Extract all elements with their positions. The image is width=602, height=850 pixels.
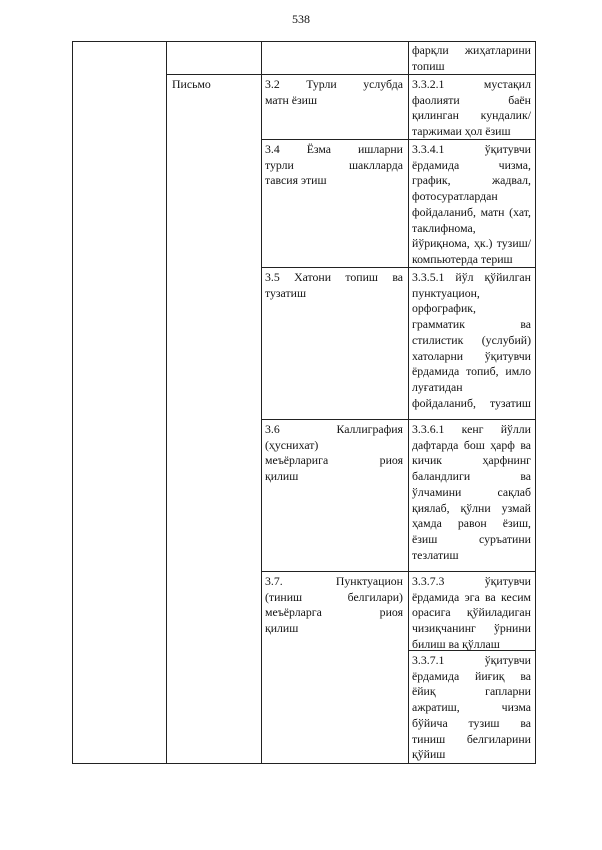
outcome-cell: 3.3.7.1 ўқитувчи ёрдамида йиғиқ ва ёйиқ гапларни ажратиш, чизма бўйича тузиш ва тиниш белгиларини қўйиш (412, 653, 531, 762)
column-divider-2 (261, 41, 262, 764)
skill-cell: 3.5 Хатони топиш ва тузатиш (265, 270, 403, 300)
outcome-cell: фарқли жиҳатларини топиш (412, 43, 531, 73)
column-divider-3 (408, 41, 409, 764)
column-divider-1 (166, 41, 167, 764)
page-number: 538 (292, 12, 310, 26)
outcome-cell: 3.3.6.1 кенг йўлли дафтарда бош ҳарф ва кичик ҳарфнинг баландлиги ва ўлчамини сақлаб қиялаб, қўлни узмай ҳамда равон ёзиш, ёзиш суръатини тезлатиш (412, 422, 531, 562)
row-divider (261, 571, 536, 572)
table-border-right (535, 41, 536, 764)
outcome-cell: 3.3.4.1 ўқитувчи ёрдамида чизма, график, жадвал, фотосуратлардан фойдаланиб, матн (хат, таклифнома, йўриқнома, ҳк.) тузиш/ компьютерда териш (412, 142, 531, 266)
curriculum-table (72, 41, 536, 764)
table-border-top (72, 41, 536, 42)
skill-cell: 3.4 Ёзма ишларни турли шаклларда тавсия этиш (265, 142, 403, 188)
table-border-bottom (72, 763, 536, 764)
outcome-cell: 3.3.2.1 мустақил фаолияти баён қилинган кундалик/ таржимаи ҳол ёзиш (412, 77, 531, 139)
skill-cell: 3.7. Пунктуацион (тиниш белгилари) меъёрларга риоя қилиш (265, 574, 403, 636)
outcome-cell: 3.3.5.1 йўл қўйилган пунктуацион, орфографик, грамматик ва стилистик (услубий) хатоларни ўқитувчи ёрдамида топиб, имло луғатидан фойдаланиб, тузатиш (412, 270, 531, 410)
skill-cell: 3.2 Турли услубда матн ёзиш (265, 77, 403, 107)
row-divider (261, 419, 536, 420)
table-border-left (72, 41, 73, 764)
skill-cell: 3.6 Каллиграфия (ҳуснихат) меъёрларига риоя қилиш (265, 422, 403, 484)
outcome-cell: 3.3.7.3 ўқитувчи ёрдамида эга ва кесим орасига қўйиладиган чизиқчанинг ўрнини билиш ва қўллаш (412, 574, 531, 651)
subject-cell: Письмо (172, 77, 211, 91)
